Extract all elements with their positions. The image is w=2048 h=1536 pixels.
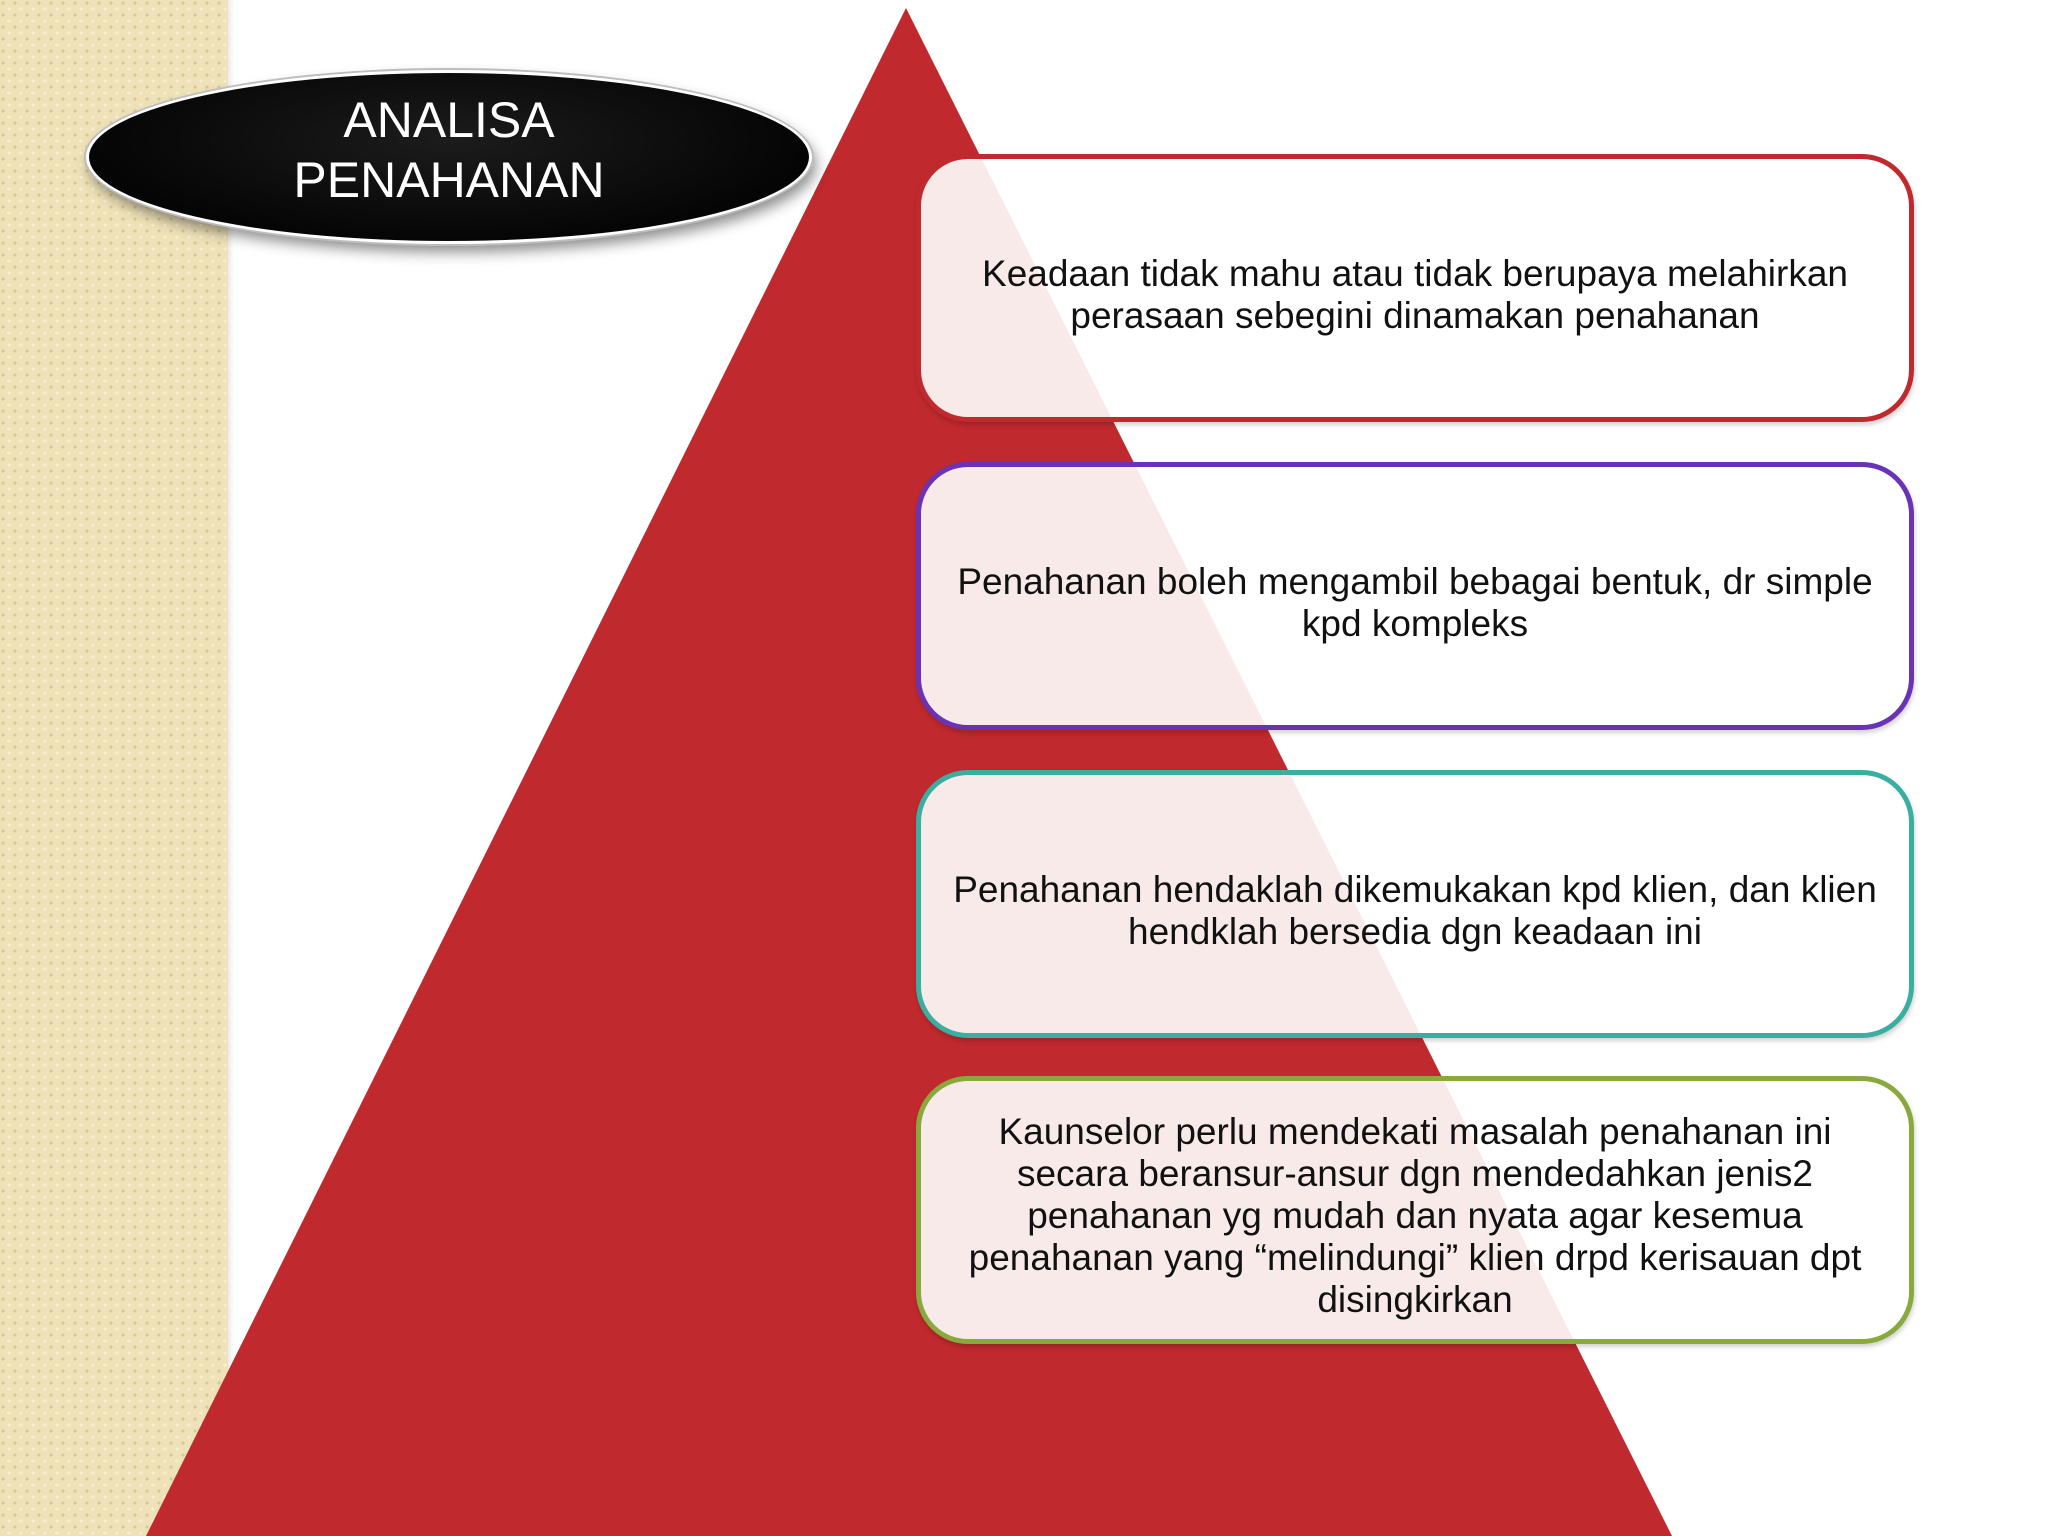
info-box-3-text: Penahanan hendaklah dikemukakan kpd klien, dan klien hendklah bersedia dgn keadaan ini [953, 869, 1877, 952]
slide-title: ANALISA PENAHANAN [293, 92, 605, 208]
info-box-4-text: Kaunselor perlu mendekati masalah penahanan ini secara beransur-ansur dgn mendedahkan jenis2 penahanan yg mudah dan nyata agar kesemua penahanan yang “melindungi” klien drpd kerisauan dpt disingkirkan [968, 1111, 1862, 1320]
info-box-2-text: Penahanan boleh mengambil bebagai bentuk, dr simple kpd kompleks [957, 561, 1873, 644]
info-box-4 [916, 1076, 1914, 1344]
info-box-2 [916, 462, 1914, 730]
title-badge [86, 70, 812, 244]
info-box-1-text: Keadaan tidak mahu atau tidak berupaya melahirkan perasaan sebegini dinamakan penahanan [982, 253, 1848, 336]
info-box-1 [916, 154, 1914, 422]
info-box-3 [916, 770, 1914, 1038]
